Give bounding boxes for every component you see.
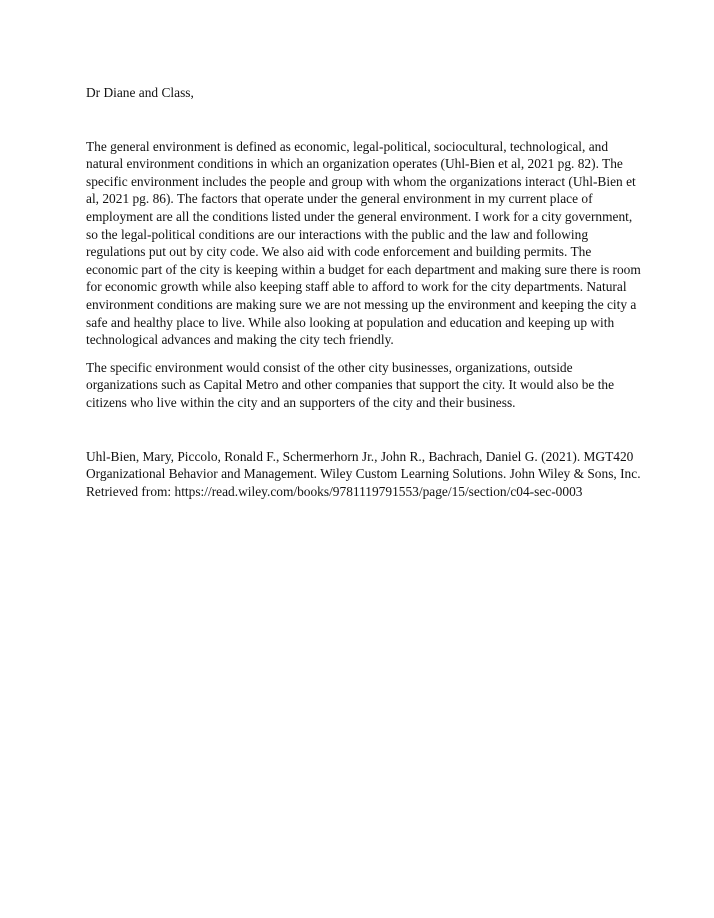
reference-citation: Uhl-Bien, Mary, Piccolo, Ronald F., Schermerhorn Jr., John R., Bachrach, Daniel G. (2021). MGT420 Organizational Behavior and Management. Wiley Custom Learning Solutions. John Wiley & Sons, Inc. Retrieved from: https://read.wiley.com/books/9781119791553/page/15/section/c04-sec-0003	[86, 448, 641, 499]
greeting-line: Dr Diane and Class,	[86, 85, 194, 100]
document-body	[86, 84, 642, 500]
body-paragraph-general-environment: The general environment is defined as economic, legal-political, sociocultural, technological, and natural environment conditions in which an organization operates (Uhl-Bien et al, 2021 pg. 82). The specific environment includes the people and group with whom the organizations interact (Uhl-Bien et al, 2021 pg. 86). The factors that operate under the general environment in my current place of employment are all the conditions listed under the general environment. I work for a city government, so the legal-political conditions are our interactions with the public and the law and following regulations put out by city code. We also aid with code enforcement and building permits. The economic part of the city is keeping within a budget for each department and making sure there is room for economic growth while also keeping staff able to afford to work for the city departments. Natural environment conditions are making sure we are not messing up the environment and keeping the city a safe and healthy place to live. While also looking at population and education and keeping up with technological advances and making the city tech friendly.	[86, 138, 641, 348]
body-paragraph-specific-environment: The specific environment would consist of the other city businesses, organizations, outside organizations such as Capital Metro and other companies that support the city. It would also be the citizens who live within the city and an supporters of the city and their business.	[86, 359, 615, 410]
